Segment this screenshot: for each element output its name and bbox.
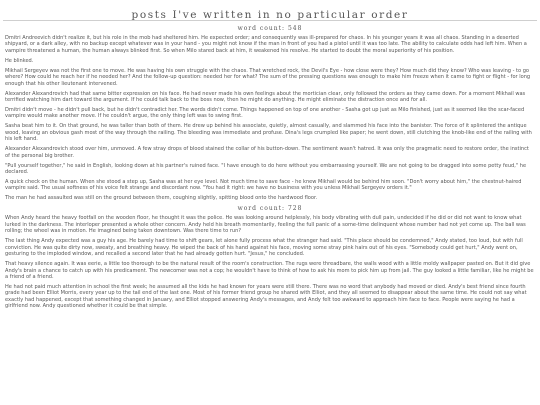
post-paragraph: The man he had assaulted was still on the ground between them, coughing slightly, spitting blood onto the hardwood floor. — [5, 195, 318, 202]
post-paragraph: Mikhail Sergeyev was not the first one to move. He was having his own struggle with the chaos. That wretched rock, the Devil's Eye - how close were they? How much did they know? Who was leaving - to go where? How could he reach her if he needed her? And the follow-up question: needed her for what? The sum of the pressing questions was enough to make him freeze when it came to fight or flight - for long enough that his other lieutenant intervened. — [5, 67, 531, 87]
post-paragraph: The last thing Andy expected was a guy his age. He barely had time to shift gears, let alone fully process what the stranger had said. "This place should be condemned," Andy stated, too loud, but with full conviction. He was quite dirty now, sweaty, and breathing heavy. He wiped the back of his hand against his face, moving some stray pink hairs out of his eyes. "Somebody could get hurt," Andy went on, gesturing to the imploded window, and recalled a second later that he had already gotten hurt. "Jesus," he concluded. — [5, 238, 523, 258]
post-paragraph: A quick check on the human. When she stood a step up, Sasha was at her eye level. Not much time to save face - he knew Mikhail would be behind him soon. "Don't worry about him," the chestnut-haired vampire said. The usual softness of his voice felt strange and discordant now. "You had it right: we have no business with you unless Mikhail Sergeyev orders it." — [5, 179, 522, 192]
post-paragraph: Dmitri didn't move - he didn't pull back, but he didn't contradict her. The words didn't come. Things happened on top of one another - Sasha got up just as Milo finished, just as it seemed like the scar-faced vampire would make another move. If he couldn't argue, the only thing left was to swing first. — [5, 107, 525, 120]
post-paragraph: When Andy heard the heavy footfall on the wooden floor, he thought it was the police. He was looking around helplessly, his body vibrating with dull pain, undecided if he did or did not want to know what lurked in the darkness. The interloper presented a whole other concern. Andy held his breath momentarily, feeling the full panic of a some-time delinquent whose number had not yet come up. The ball was rolling; the wheel was in motion. He imagined being taken downtown. Was there time to run? — [5, 215, 526, 235]
post-paragraph: Dmitri Andreevich didn't realize it, but his role in the mob had sheltered him. He expected order; and consequently was ill-prepared for chaos. In his younger years it was all chaos. Standing in a deserted shipyard, or a dark alley, with no backup except whatever was in your hand - you might not know if the man in front of you had a pistol until it was too late. The ability to calculate odds had left him. When a vampire threatened a human, the human always blinked first. So when Milo stared back at him, it weakened his resolve. He started to doubt the moral superiority of his position. — [5, 35, 527, 54]
post-paragraph: "Pull yourself together," he said in English, looking down at his partner's ruined face. "I have enough to do here without you embarrassing yourself. We are not going to be dragged into some petty feud," he declared. — [5, 162, 527, 176]
page-header — [3, 0, 537, 21]
post-paragraph: He had not paid much attention in school the first week; he assumed all the kids he had known for years were still there. There was no word that anybody had moved or died. Andy's best friend since fourth grade had been Elliot Morris, every year up to the tail end of the last one. Most of his former friend group he shared with Elliot, and they all seemed to disappear about the same time. He could not say what exactly had happened, except that something changed in January, and Elliot stopped answering Andy's messages, and Andy felt too awkward to approach him face to face. People were saying he had a girlfriend now. Andy questioned whether it could be that simple. — [5, 283, 527, 310]
post-paragraph: He blinked. — [5, 57, 34, 64]
post-paragraph: Alexander Alexandrovich had that same bitter expression on his face. He had never made his own feelings about the mortician clear, only followed the orders as they came down. For a moment Mikhail was terrified watching him dart toward the argument. If he could talk back to the boss now, then he might do anything. He might eliminate the distraction once and for all. — [5, 90, 526, 104]
post — [5, 25, 535, 202]
word-count: word count: 728 — [237, 205, 303, 213]
post-paragraph: Alexander Alexandrovich stood over him, unmoved. A few stray drops of blood stained the collar of his button-down. The sentiment wasn't hatred. It was only the pragmatic need to restore order, the instinct of the personal big brother. — [5, 146, 529, 159]
post-paragraph: That heavy silence again. It was eerie, a little too thorough to be the natural result of the room's construction. The rugs were threadbare, the walls wood with a little moldy wallpaper pasted on. But it did give Andy's brain a chance to catch up with his predicament. The newcomer was not a cop; he wouldn't have to think of how to ask his mom to pick him up from jail. The guy looked a little familiar, like he might be a friend of a friend. — [5, 261, 534, 280]
word-count: word count: 548 — [237, 25, 303, 32]
post — [5, 205, 535, 309]
post-paragraph: Sasha beat him to it. On that ground, he was taller than both of them. He drew up behind his associate, quietly, almost casually, and slammed his face into the banister. The force of it splintered the antique wood, leaving an obvious gash most of the way through the railing. The bleeding was immediate and profuse. Dina's legs crumpled like paper; he went down, still clutching the knob-like end of the railing with his left hand. — [5, 123, 532, 143]
posts-container — [3, 21, 537, 310]
page-title: posts I've written in no particular order — [131, 9, 409, 21]
